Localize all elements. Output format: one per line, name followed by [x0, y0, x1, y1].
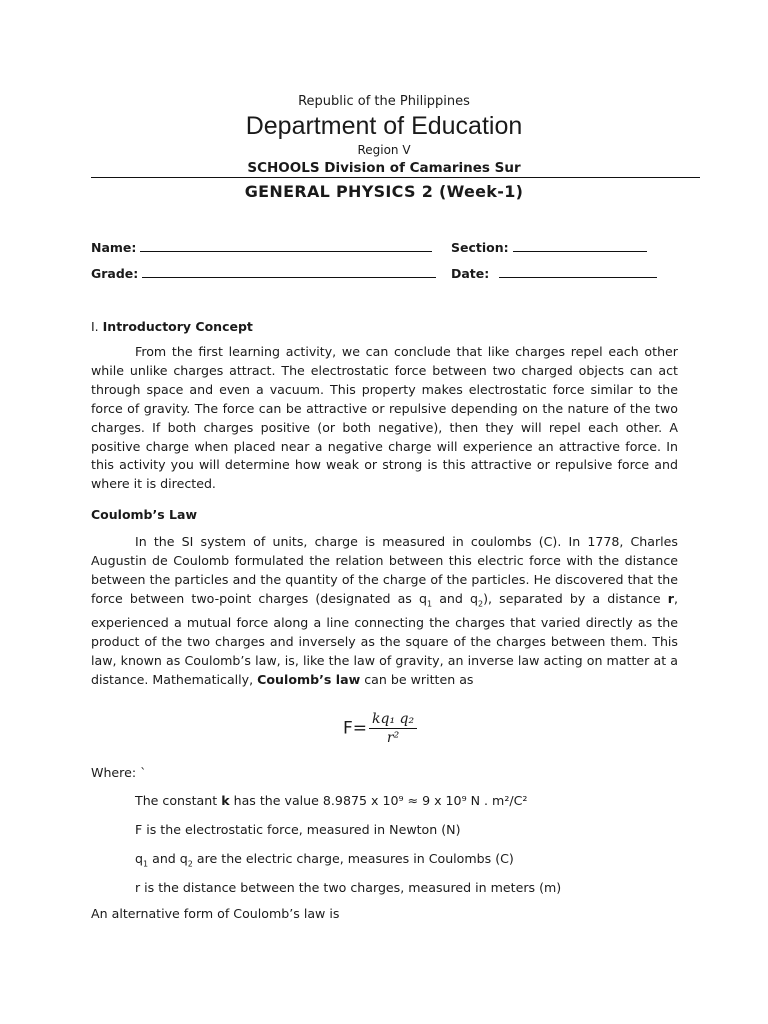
coulomb-text-c: , experienced a mutual force along a line connecting the charges that varied directly as the product of the two charges and inversely as the square of the charges between them. This law, known as Coulomb’s law, is, like the law of gravity, an inverse law acting on matter at a distance. Mathematically,: [91, 590, 678, 687]
grade-field[interactable]: [91, 266, 436, 281]
name-field[interactable]: [91, 240, 432, 255]
grade-blank[interactable]: [142, 266, 436, 278]
coulomb-text-a: In the SI system of units, charge is measured in coulombs (C). In 1778, Charles Augustin de Coulomb formulated the relation between this electric force with the distance between the particles and the quantity of the charge of the particles. He discovered that the force between two-point charges (designated as q: [91, 534, 678, 606]
coulomb-title: Coulomb’s Law: [91, 507, 197, 522]
where-label: Where: `: [91, 765, 147, 780]
section1-heading: [91, 319, 253, 334]
q-line-a: q: [135, 851, 143, 866]
coulomb-paragraph: [91, 533, 678, 690]
k-line-a: The constant: [135, 793, 222, 808]
q-line-sub2: 2: [187, 859, 193, 869]
formula-numerator: kq₁ q₂: [369, 711, 417, 729]
coulomb-r: r: [667, 590, 674, 606]
department-title: Department of Education: [245, 112, 523, 140]
date-field[interactable]: [451, 266, 657, 281]
division-divider: [91, 177, 700, 178]
section-field[interactable]: [451, 240, 647, 255]
region-line: Region V: [357, 143, 411, 157]
q-line-c: are the electric charge, measures in Coulombs (C): [192, 851, 514, 866]
subject-title: GENERAL PHYSICS 2 (Week-1): [244, 182, 524, 201]
distance-line: r is the distance between the two charges, measured in meters (m): [135, 880, 562, 895]
date-blank[interactable]: [499, 266, 657, 278]
formula-lhs: F=: [343, 718, 368, 739]
coulomb-text-b: ), separated by a distance: [483, 590, 668, 606]
alternative-line: An alternative form of Coulomb’s law is: [91, 906, 340, 921]
division-line: SCHOOLS Division of Camarines Sur: [247, 160, 521, 176]
k-constant-line: [135, 793, 527, 808]
intro-paragraph: [91, 343, 678, 494]
q-line-sub1: 1: [143, 859, 149, 869]
republic-line: Republic of the Philippines: [298, 94, 470, 109]
section-blank[interactable]: [513, 240, 647, 252]
q-line-b: and q: [148, 851, 188, 866]
coulomb-law-bold: Coulomb’s law: [257, 671, 361, 687]
k-line-b: has the value 8.9875 x 10⁹ ≈ 9 x 10⁹ N . m²/C²: [229, 793, 528, 808]
name-label: Name:: [91, 240, 137, 255]
formula-denominator: r²: [386, 730, 400, 746]
coulomb-text-and: and q: [432, 590, 479, 606]
k-symbol: k: [221, 793, 230, 808]
formula-fraction: [369, 711, 417, 746]
coulomb-heading: [91, 507, 197, 522]
grade-label: Grade:: [91, 266, 139, 281]
name-blank[interactable]: [140, 240, 432, 252]
section1-number: I.: [91, 319, 99, 334]
q2-sub: 2: [478, 599, 484, 609]
section1-title: Introductory Concept: [102, 319, 253, 334]
date-label: Date:: [451, 266, 490, 281]
section-label: Section:: [451, 240, 509, 255]
coulomb-text-end: can be written as: [360, 671, 474, 687]
q1-sub: 1: [426, 599, 433, 609]
force-line: F is the electrostatic force, measured in Newton (N): [135, 822, 461, 837]
charge-line: [135, 851, 514, 869]
intro-text: From the first learning activity, we can conclude that like charges repel each other while unlike charges attract. The electrostatic force between two charged objects can act through space and even a vacuum. This property makes electrostatic force similar to the force of gravity. The force can be attractive or repulsive depending on the nature of the two charges. If both charges positive (or both negative), then they will repel each other. A positive charge when placed near a negative charge will experience an attractive force. In this activity you will determine how weak or strong is this attractive or repulsive force and where it is directed.: [91, 344, 678, 492]
coulomb-formula: [343, 711, 417, 746]
